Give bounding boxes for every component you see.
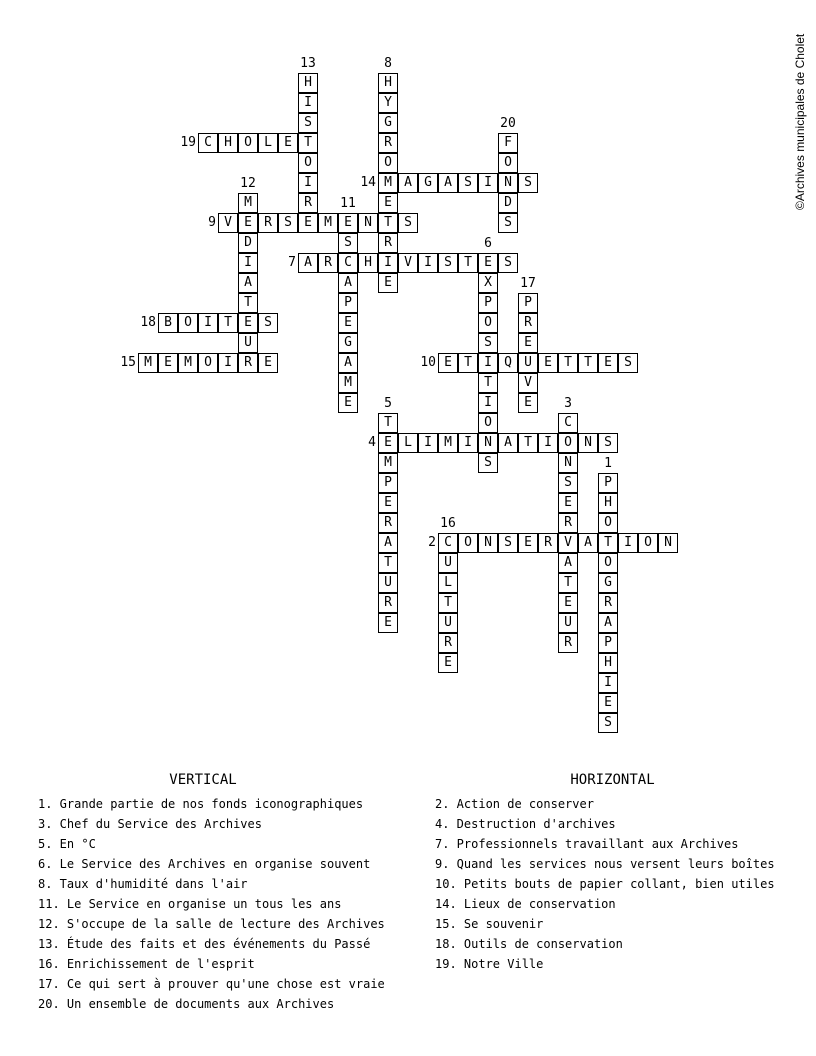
- grid-cell[interactable]: E: [338, 213, 358, 233]
- clue-number-14-across: 14: [360, 175, 376, 190]
- grid-cell[interactable]: R: [378, 513, 398, 533]
- grid-cell[interactable]: O: [558, 433, 578, 453]
- grid-cell[interactable]: M: [318, 213, 338, 233]
- grid-cell[interactable]: H: [598, 493, 618, 513]
- grid-cell[interactable]: R: [538, 533, 558, 553]
- grid-cell[interactable]: U: [378, 573, 398, 593]
- grid-cell[interactable]: S: [478, 333, 498, 353]
- grid-cell[interactable]: O: [598, 553, 618, 573]
- grid-cell[interactable]: E: [558, 493, 578, 513]
- grid-cell[interactable]: V: [218, 213, 238, 233]
- grid-cell[interactable]: S: [258, 313, 278, 333]
- grid-cell[interactable]: O: [238, 133, 258, 153]
- grid-cell[interactable]: I: [538, 433, 558, 453]
- grid-cell[interactable]: A: [378, 533, 398, 553]
- grid-cell[interactable]: S: [398, 213, 418, 233]
- grid-cell[interactable]: R: [378, 233, 398, 253]
- grid-cell[interactable]: E: [558, 593, 578, 613]
- grid-cell[interactable]: V: [518, 373, 538, 393]
- grid-cell[interactable]: S: [298, 113, 318, 133]
- clue-vertical-17: 17. Ce qui sert à prouver qu'une chose est vraie: [38, 977, 385, 991]
- grid-cell[interactable]: S: [598, 713, 618, 733]
- grid-cell[interactable]: S: [438, 253, 458, 273]
- grid-cell[interactable]: I: [218, 353, 238, 373]
- grid-cell[interactable]: E: [438, 653, 458, 673]
- grid-cell[interactable]: T: [578, 353, 598, 373]
- grid-cell[interactable]: N: [658, 533, 678, 553]
- horizontal-clues: [435, 772, 815, 974]
- grid-cell[interactable]: F: [498, 133, 518, 153]
- clue-horizontal-9: 9. Quand les services nous versent leurs boîtes: [435, 857, 775, 871]
- grid-cell[interactable]: I: [458, 433, 478, 453]
- grid-cell[interactable]: H: [598, 653, 618, 673]
- grid-cell[interactable]: C: [558, 413, 578, 433]
- grid-cell[interactable]: S: [618, 353, 638, 373]
- grid-cell[interactable]: U: [438, 553, 458, 573]
- clue-horizontal-10: 10. Petits bouts de papier collant, bien utiles: [435, 877, 775, 891]
- grid-cell[interactable]: G: [598, 573, 618, 593]
- grid-cell[interactable]: A: [398, 173, 418, 193]
- grid-cell[interactable]: E: [258, 353, 278, 373]
- grid-cell[interactable]: Q: [498, 353, 518, 373]
- grid-cell[interactable]: C: [338, 253, 358, 273]
- grid-cell[interactable]: G: [378, 113, 398, 133]
- vertical-title: VERTICAL: [169, 772, 237, 788]
- clue-number-8-down: 8: [384, 56, 392, 71]
- clue-number-1-down: 1: [604, 456, 612, 471]
- grid-cell[interactable]: C: [198, 133, 218, 153]
- grid-cell[interactable]: D: [498, 193, 518, 213]
- clue-horizontal-19: 19. Notre Ville: [435, 957, 544, 971]
- grid-cell[interactable]: S: [518, 173, 538, 193]
- grid-cell[interactable]: P: [478, 293, 498, 313]
- grid-cell[interactable]: M: [238, 193, 258, 213]
- grid-cell[interactable]: O: [378, 153, 398, 173]
- grid-cell[interactable]: A: [338, 353, 358, 373]
- grid-cell[interactable]: S: [338, 233, 358, 253]
- archives-credit: [790, 10, 810, 210]
- grid-cell[interactable]: R: [238, 353, 258, 373]
- clue-vertical-3: 3. Chef du Service des Archives: [38, 817, 262, 831]
- clue-vertical-6: 6. Le Service des Archives en organise souvent: [38, 857, 371, 871]
- grid-cell[interactable]: E: [518, 393, 538, 413]
- grid-cell[interactable]: S: [498, 253, 518, 273]
- grid-cell[interactable]: I: [478, 173, 498, 193]
- grid-cell[interactable]: T: [218, 313, 238, 333]
- grid-cell[interactable]: N: [498, 173, 518, 193]
- grid-cell[interactable]: E: [378, 193, 398, 213]
- vertical-clues: [38, 772, 433, 1014]
- grid-cell[interactable]: S: [478, 453, 498, 473]
- grid-cell[interactable]: A: [558, 553, 578, 573]
- grid-cell[interactable]: A: [598, 613, 618, 633]
- grid-cell[interactable]: L: [438, 573, 458, 593]
- grid-cell[interactable]: S: [498, 533, 518, 553]
- grid-cell[interactable]: N: [478, 533, 498, 553]
- grid-cell[interactable]: P: [598, 473, 618, 493]
- grid-cell[interactable]: I: [478, 393, 498, 413]
- grid-cell[interactable]: R: [438, 633, 458, 653]
- grid-cell[interactable]: R: [258, 213, 278, 233]
- grid-cell[interactable]: I: [198, 313, 218, 333]
- grid-cell[interactable]: H: [218, 133, 238, 153]
- grid-cell[interactable]: E: [438, 353, 458, 373]
- grid-cell[interactable]: R: [298, 193, 318, 213]
- grid-cell[interactable]: I: [478, 353, 498, 373]
- grid-cell[interactable]: O: [638, 533, 658, 553]
- grid-cell[interactable]: N: [558, 453, 578, 473]
- clue-horizontal-2: 2. Action de conserver: [435, 797, 594, 811]
- grid-cell[interactable]: E: [598, 353, 618, 373]
- grid-cell[interactable]: T: [458, 353, 478, 373]
- grid-cell[interactable]: P: [338, 293, 358, 313]
- grid-cell[interactable]: U: [438, 613, 458, 633]
- grid-cell[interactable]: R: [378, 133, 398, 153]
- grid-cell[interactable]: U: [558, 613, 578, 633]
- clue-number-6-down: 6: [484, 236, 492, 251]
- grid-cell[interactable]: R: [558, 513, 578, 533]
- grid-cell[interactable]: A: [578, 533, 598, 553]
- clue-number-3-down: 3: [564, 396, 572, 411]
- grid-cell[interactable]: E: [238, 313, 258, 333]
- grid-cell[interactable]: A: [298, 253, 318, 273]
- grid-cell[interactable]: O: [198, 353, 218, 373]
- clue-number-20-down: 20: [500, 116, 516, 131]
- grid-cell[interactable]: I: [298, 173, 318, 193]
- grid-cell[interactable]: X: [478, 273, 498, 293]
- grid-cell[interactable]: N: [478, 433, 498, 453]
- grid-cell[interactable]: N: [358, 213, 378, 233]
- grid-cell[interactable]: P: [378, 473, 398, 493]
- grid-cell[interactable]: D: [238, 233, 258, 253]
- grid-cell[interactable]: O: [598, 513, 618, 533]
- grid-cell[interactable]: G: [338, 333, 358, 353]
- grid-cell[interactable]: R: [378, 593, 398, 613]
- grid-cell[interactable]: V: [558, 533, 578, 553]
- clue-vertical-13: 13. Étude des faits et des événements du Passé: [38, 937, 371, 951]
- grid-cell[interactable]: M: [138, 353, 158, 373]
- grid-cell[interactable]: T: [378, 553, 398, 573]
- grid-cell[interactable]: L: [258, 133, 278, 153]
- grid-cell[interactable]: R: [318, 253, 338, 273]
- grid-cell[interactable]: E: [278, 133, 298, 153]
- grid-cell[interactable]: G: [418, 173, 438, 193]
- grid-cell[interactable]: T: [458, 253, 478, 273]
- clue-number-13-down: 13: [300, 56, 316, 71]
- grid-cell[interactable]: R: [598, 593, 618, 613]
- clue-number-15-across: 15: [120, 355, 136, 370]
- grid-cell[interactable]: I: [378, 253, 398, 273]
- grid-cell[interactable]: I: [618, 533, 638, 553]
- clue-number-18-across: 18: [140, 315, 156, 330]
- grid-cell[interactable]: M: [178, 353, 198, 373]
- grid-cell[interactable]: E: [478, 253, 498, 273]
- clue-number-12-down: 12: [240, 176, 256, 191]
- grid-cell[interactable]: T: [598, 533, 618, 553]
- grid-cell[interactable]: O: [458, 533, 478, 553]
- grid-cell[interactable]: T: [378, 413, 398, 433]
- grid-cell[interactable]: I: [418, 253, 438, 273]
- grid-cell[interactable]: E: [338, 313, 358, 333]
- grid-cell[interactable]: U: [238, 333, 258, 353]
- grid-cell[interactable]: R: [558, 633, 578, 653]
- grid-cell[interactable]: T: [518, 433, 538, 453]
- grid-cell[interactable]: E: [338, 393, 358, 413]
- clue-vertical-16: 16. Enrichissement de l'esprit: [38, 957, 255, 971]
- grid-cell[interactable]: T: [378, 213, 398, 233]
- grid-cell[interactable]: A: [498, 433, 518, 453]
- grid-cell[interactable]: M: [338, 373, 358, 393]
- grid-cell[interactable]: A: [238, 273, 258, 293]
- grid-cell[interactable]: S: [598, 433, 618, 453]
- clue-horizontal-15: 15. Se souvenir: [435, 917, 544, 931]
- grid-cell[interactable]: A: [438, 173, 458, 193]
- grid-cell[interactable]: E: [518, 333, 538, 353]
- grid-cell[interactable]: I: [298, 93, 318, 113]
- grid-cell[interactable]: S: [278, 213, 298, 233]
- clue-number-2-across: 2: [428, 535, 436, 550]
- grid-cell[interactable]: S: [458, 173, 478, 193]
- grid-cell[interactable]: T: [298, 133, 318, 153]
- grid-cell[interactable]: E: [518, 533, 538, 553]
- grid-cell[interactable]: E: [538, 353, 558, 373]
- clue-number-4-across: 4: [368, 435, 376, 450]
- grid-cell[interactable]: T: [238, 293, 258, 313]
- clue-number-19-across: 19: [180, 135, 196, 150]
- grid-cell[interactable]: M: [378, 173, 398, 193]
- grid-cell[interactable]: E: [378, 493, 398, 513]
- grid-cell[interactable]: C: [438, 533, 458, 553]
- grid-cell[interactable]: M: [438, 433, 458, 453]
- grid-cell[interactable]: I: [238, 253, 258, 273]
- horizontal-title: HORIZONTAL: [570, 772, 655, 788]
- grid-cell[interactable]: H: [358, 253, 378, 273]
- clue-vertical-1: 1. Grande partie de nos fonds iconographiques: [38, 797, 364, 811]
- grid-cell[interactable]: E: [158, 353, 178, 373]
- grid-cell[interactable]: L: [398, 433, 418, 453]
- grid-cell[interactable]: R: [518, 313, 538, 333]
- clue-horizontal-4: 4. Destruction d'archives: [435, 817, 616, 831]
- grid-cell[interactable]: S: [498, 213, 518, 233]
- clue-number-17-down: 17: [520, 276, 536, 291]
- clue-horizontal-18: 18. Outils de conservation: [435, 937, 623, 951]
- credit-text: ©Archives municipales de Cholet: [793, 33, 807, 210]
- grid-cell[interactable]: N: [578, 433, 598, 453]
- grid-cell[interactable]: E: [598, 693, 618, 713]
- grid-cell[interactable]: I: [418, 433, 438, 453]
- clue-vertical-5: 5. En °C: [38, 837, 96, 851]
- grid-cell[interactable]: E: [298, 213, 318, 233]
- clue-horizontal-7: 7. Professionnels travaillant aux Archives: [435, 837, 739, 851]
- grid-cell[interactable]: T: [438, 593, 458, 613]
- clue-number-5-down: 5: [384, 396, 392, 411]
- grid-cell[interactable]: U: [518, 353, 538, 373]
- grid-cell[interactable]: O: [478, 413, 498, 433]
- grid-cell[interactable]: H: [378, 73, 398, 93]
- grid-cell[interactable]: E: [378, 433, 398, 453]
- grid-cell[interactable]: O: [498, 153, 518, 173]
- grid-cell[interactable]: P: [598, 633, 618, 653]
- grid-cell[interactable]: E: [378, 273, 398, 293]
- grid-cell[interactable]: I: [598, 673, 618, 693]
- grid-cell[interactable]: V: [398, 253, 418, 273]
- clue-number-11-down: 11: [340, 196, 356, 211]
- grid-cell[interactable]: O: [178, 313, 198, 333]
- grid-cell[interactable]: E: [378, 613, 398, 633]
- grid-cell[interactable]: M: [378, 453, 398, 473]
- grid-cell[interactable]: T: [478, 373, 498, 393]
- grid-cell[interactable]: B: [158, 313, 178, 333]
- clue-vertical-11: 11. Le Service en organise un tous les ans: [38, 897, 342, 911]
- grid-cell[interactable]: Y: [378, 93, 398, 113]
- grid-cell[interactable]: O: [478, 313, 498, 333]
- grid-cell[interactable]: S: [558, 473, 578, 493]
- grid-cell[interactable]: E: [238, 213, 258, 233]
- clue-number-9-across: 9: [208, 215, 216, 230]
- clue-vertical-8: 8. Taux d'humidité dans l'air: [38, 877, 248, 891]
- clue-horizontal-14: 14. Lieux de conservation: [435, 897, 616, 911]
- clue-number-7-across: 7: [288, 255, 296, 270]
- grid-cell[interactable]: A: [338, 273, 358, 293]
- clue-number-10-across: 10: [420, 355, 436, 370]
- grid-cell[interactable]: H: [298, 73, 318, 93]
- grid-cell[interactable]: P: [518, 293, 538, 313]
- clue-vertical-12: 12. S'occupe de la salle de lecture des Archives: [38, 917, 385, 931]
- grid-cell[interactable]: T: [558, 353, 578, 373]
- clue-number-16-down: 16: [440, 516, 456, 531]
- grid-cell[interactable]: T: [558, 573, 578, 593]
- clue-vertical-20: 20. Un ensemble de documents aux Archives: [38, 997, 335, 1011]
- grid-cell[interactable]: O: [298, 153, 318, 173]
